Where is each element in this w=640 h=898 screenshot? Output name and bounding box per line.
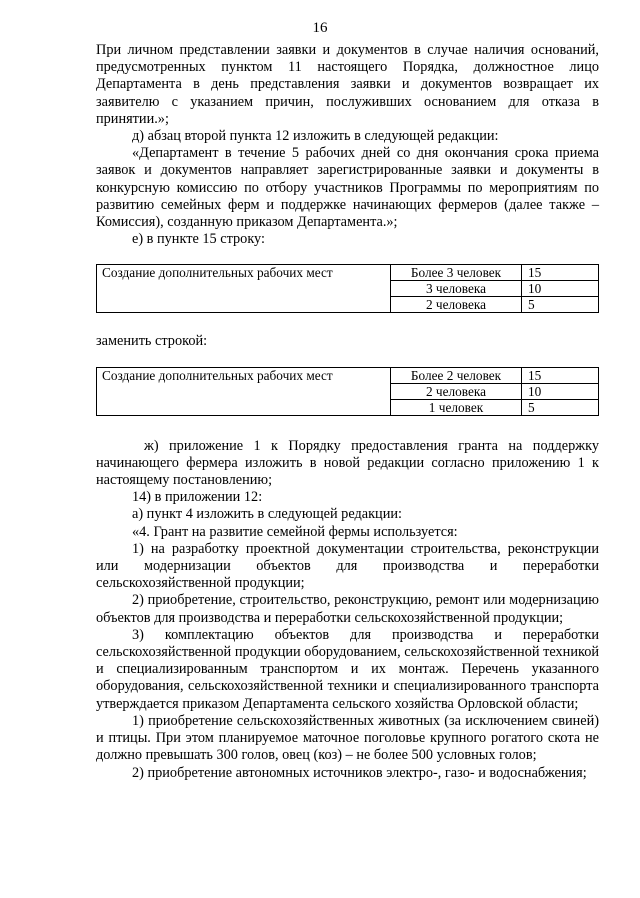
paragraph-usage-1: 1) на разработку проектной документации строительства, реконструкции или модернизации объектов для производства и переработки сельскохозяйственной продукции; xyxy=(96,540,599,592)
table-row xyxy=(97,265,599,281)
condition-cell: 2 человека xyxy=(391,383,522,399)
document-body xyxy=(96,42,599,782)
score-cell: 15 xyxy=(522,265,599,281)
paragraph-usage-2: 2) приобретение, строительство, реконструкцию, ремонт или модернизацию объектов для производства и переработки сельскохозяйственной продукции; xyxy=(96,592,599,626)
paragraph-replace-with: заменить строкой: xyxy=(96,333,208,350)
criteria-table-new xyxy=(96,367,599,416)
condition-cell: Более 2 человек xyxy=(391,367,522,383)
paragraph-item-a: а) пункт 4 изложить в следующей редакции: xyxy=(132,506,402,523)
condition-cell: 3 человека xyxy=(391,281,522,297)
paragraph-usage-3: 3) комплектацию объектов для производства и переработки сельскохозяйственной продукции оборудованием, сельскохозяйственной техникой и специализированным транспортом и их монтаж. Перечень указанного оборудования, сельскохозяйственной техники и специализированного транспорта утверждается приказом Департамента сельского хозяйства Орловской области; xyxy=(96,626,599,712)
table-row xyxy=(97,367,599,383)
paragraph-item-14: 14) в приложении 12: xyxy=(132,489,263,506)
paragraph-department-commission: «Департамент в течение 5 рабочих дней со дня окончания срока приема заявок и документов направляет зарегистрированные заявки и документы в конкурсную комиссию по отбору участников Программы по мероприятиям по развитию семейных ферм и поддержке начинающих фермеров (далее также – Комиссия), созданную приказом Департамента.»; xyxy=(96,145,599,231)
condition-cell: 2 человека xyxy=(391,297,522,313)
criteria-table-old xyxy=(96,264,599,313)
score-cell: 5 xyxy=(522,297,599,313)
paragraph-grant-usage: «4. Грант на развитие семейной фермы используется: xyxy=(132,523,458,540)
condition-cell: Более 3 человек xyxy=(391,265,522,281)
condition-cell: 1 человек xyxy=(391,399,522,415)
page-number: 16 xyxy=(312,20,328,36)
score-cell: 15 xyxy=(522,367,599,383)
score-cell: 5 xyxy=(522,399,599,415)
paragraph-item-zh: ж) приложение 1 к Порядку предоставления гранта на поддержку начинающего фермера изложить в новой редакции согласно приложению 1 к настоящему постановлению; xyxy=(96,437,599,489)
paragraph-return-documents: При личном представлении заявки и документов в случае наличия оснований, предусмотренных пунктом 11 настоящего Порядка, должностное лицо Департамента в день представления заявки и документов возвращает их заявителю с указанием причин, послуживших основанием для отказа в принятии.»; xyxy=(96,42,599,127)
criterion-label: Создание дополнительных рабочих мест xyxy=(97,265,391,313)
paragraph-item-e: е) в пункте 15 строку: xyxy=(132,231,265,248)
paragraph-usage-energy: 2) приобретение автономных источников электро-, газо- и водоснабжения; xyxy=(132,764,587,781)
paragraph-item-d: д) абзац второй пункта 12 изложить в следующей редакции: xyxy=(132,128,499,145)
score-cell: 10 xyxy=(522,383,599,399)
criterion-label: Создание дополнительных рабочих мест xyxy=(97,367,391,415)
paragraph-usage-animals: 1) приобретение сельскохозяйственных животных (за исключением свиней) и птицы. При этом планируемое маточное поголовье крупного рогатого скота не должно превышать 300 голов, овец (коз) – не более 500 условных голов; xyxy=(96,712,599,764)
score-cell: 10 xyxy=(522,281,599,297)
